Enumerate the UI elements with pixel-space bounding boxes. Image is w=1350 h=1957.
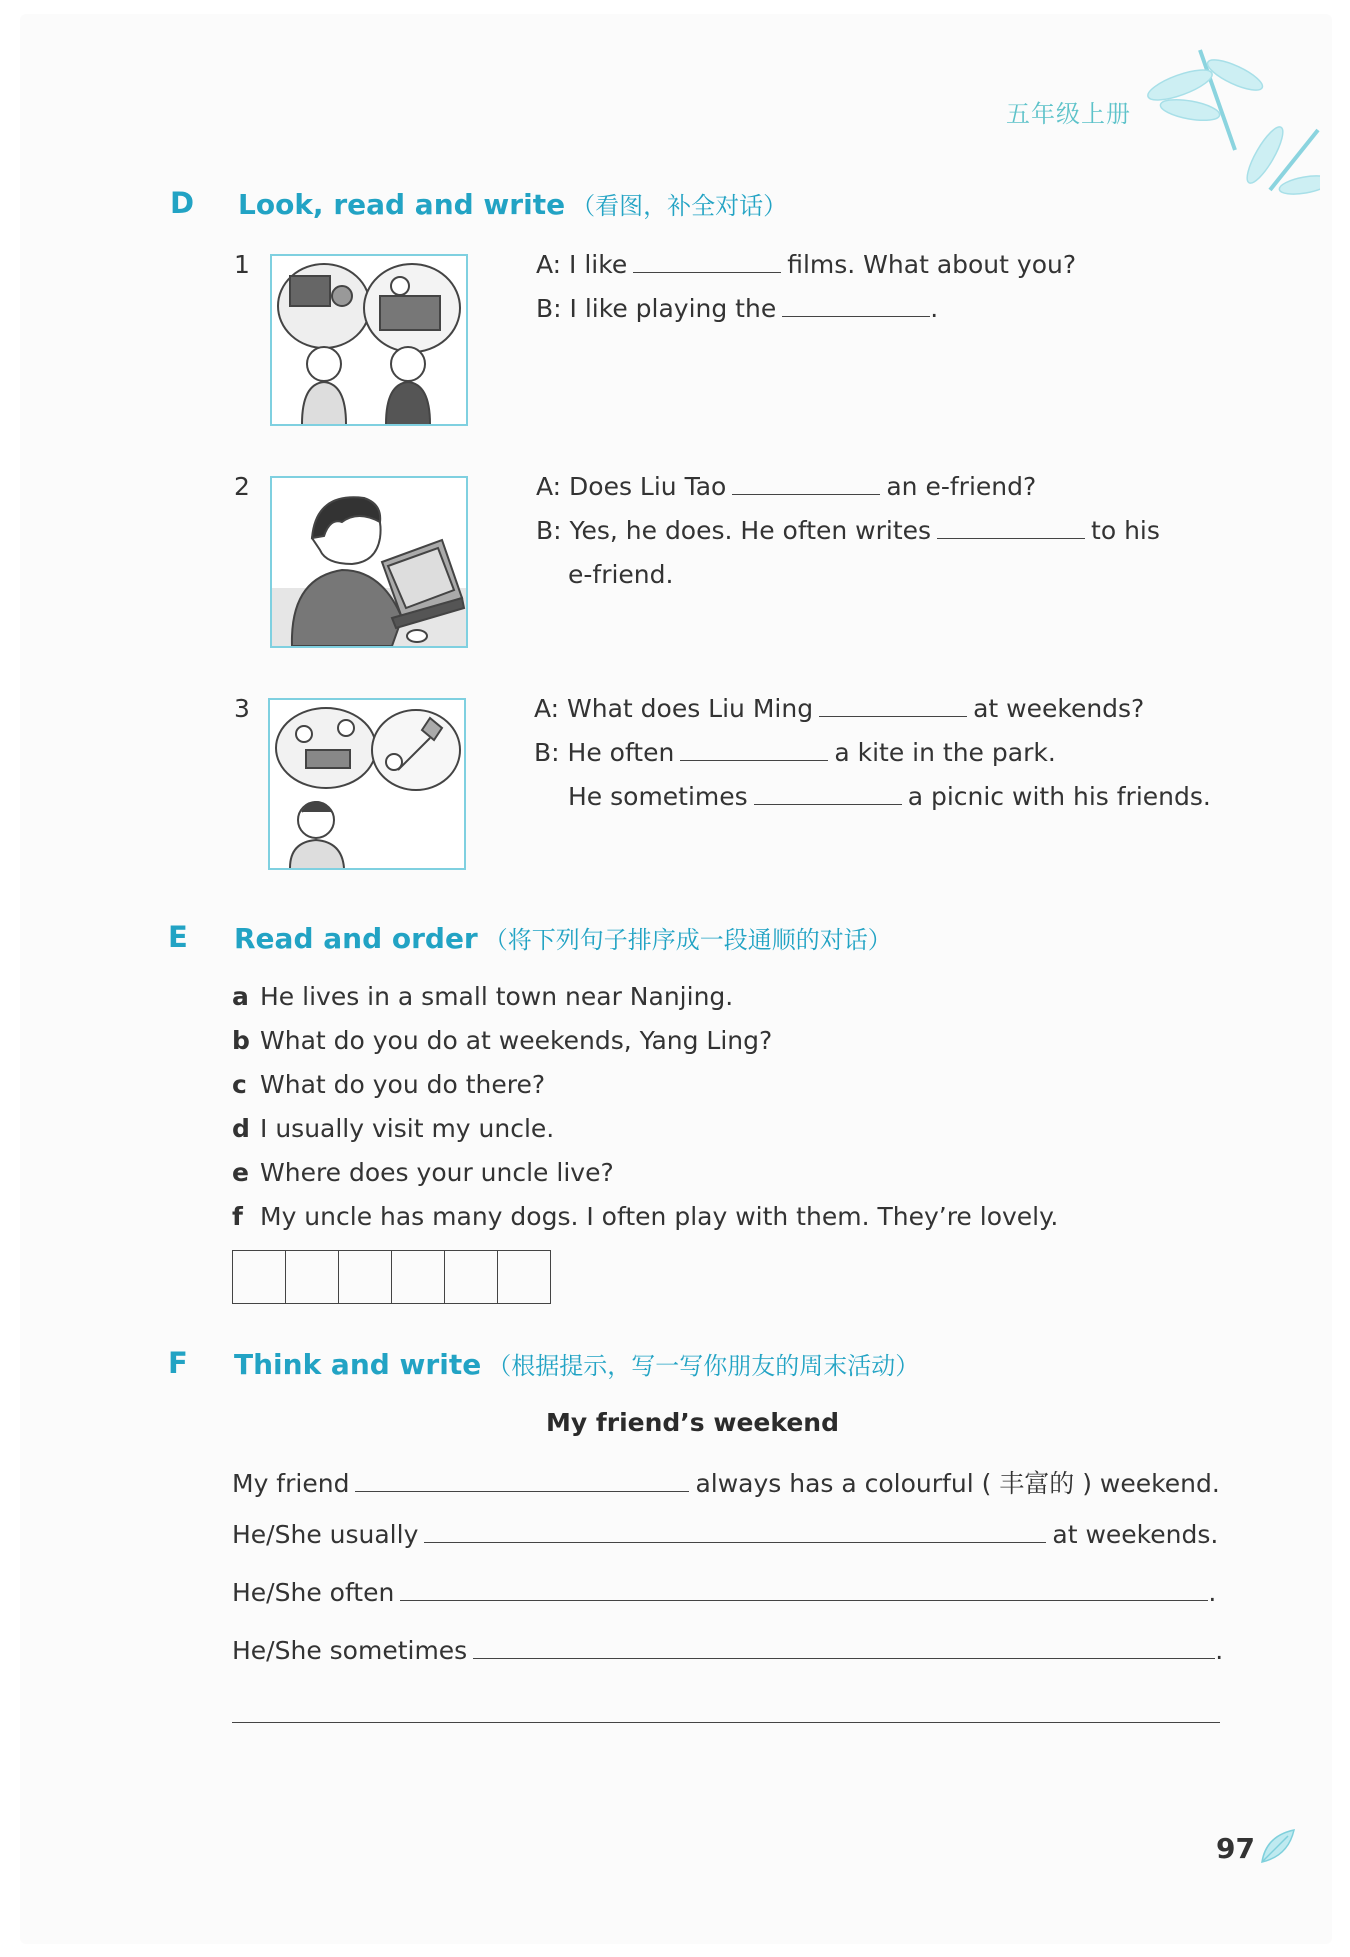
item-3-c-suffix: a picnic with his friends. [907,782,1211,811]
answer-box-5[interactable] [445,1251,498,1303]
order-item-text: What do you do there? [260,1070,546,1099]
answer-box-2[interactable] [286,1251,339,1303]
order-item-f [232,1202,1058,1231]
item-1-b-suffix: . [930,294,939,323]
writing-line-1 [232,1464,1220,1500]
writing-line-3-suffix: . [1208,1578,1217,1607]
item-2-line-b-continued: e-friend. [568,560,674,589]
order-item-key: f [232,1202,243,1231]
item-3-a-prefix: A: What does Liu Ming [534,694,814,723]
friend-name-blank[interactable] [355,1469,689,1492]
item-3-b-suffix: a kite in the park. [834,738,1056,767]
item-3-picture [268,698,466,870]
order-item-d [232,1114,554,1143]
item-3-a-suffix: at weekends? [973,694,1145,723]
order-item-text: My uncle has many dogs. I often play with them. They’re lovely. [260,1202,1059,1231]
boy-thinking-picnic-kite-image [270,700,464,868]
order-item-text: What do you do at weekends, Yang Ling? [260,1026,773,1055]
item-1-picture [270,254,468,426]
leaf-decoration-icon [1258,1826,1298,1866]
writing-line-4-prefix: He/She sometimes [232,1636,468,1665]
dragonfly-decoration-icon [1140,40,1320,220]
writing-line-2-suffix: at weekends. [1052,1520,1219,1549]
writing-line-3 [232,1578,1216,1607]
section-f-subtitle: （根据提示，写一写你朋友的周末活动） [487,1352,920,1380]
order-item-key: c [232,1070,247,1099]
item-3-blank-b[interactable] [680,738,828,761]
often-blank[interactable] [400,1578,1208,1601]
order-item-b [232,1026,772,1055]
section-f-letter: F [168,1346,188,1380]
writing-line-1-suffix: always has a colourful ( 丰富的 ) weekend. [695,1469,1220,1498]
item-1-a-prefix: A: I like [536,250,628,279]
answer-box-4[interactable] [392,1251,445,1303]
order-item-key: e [232,1158,249,1187]
answer-box-3[interactable] [339,1251,392,1303]
item-1-blank-b[interactable] [782,294,930,317]
item-3-c-prefix: He sometimes [568,782,748,811]
boys-thinking-films-piano-image [272,256,466,424]
section-f-title-text: Think and write [234,1348,482,1381]
item-2-picture [270,476,468,648]
section-e-title [234,920,892,955]
item-2-a-prefix: A: Does Liu Tao [536,472,727,501]
answer-box-1[interactable] [233,1251,286,1303]
section-e-title-text: Read and order [234,922,478,955]
item-2-b-suffix: to his [1091,516,1160,545]
item-3-b-prefix: B: He often [534,738,675,767]
order-item-text: He lives in a small town near Nanjing. [260,982,734,1011]
writing-line-4-suffix: . [1215,1636,1224,1665]
order-item-text: Where does your uncle live? [260,1158,614,1187]
writing-line-4 [232,1636,1223,1665]
item-1-line-a [536,250,1076,279]
section-e-subtitle: （将下列句子排序成一段通顺的对话） [483,926,892,954]
sometimes-blank[interactable] [473,1636,1215,1659]
writing-heading: My friend’s weekend [546,1408,839,1437]
item-2-line-a [536,472,1036,501]
section-d-title-text: Look, read and write [238,188,566,221]
order-item-key: b [232,1026,250,1055]
item-3-number: 3 [234,694,250,723]
order-item-e [232,1158,614,1187]
section-d-subtitle: （看图，补全对话） [571,192,788,220]
order-item-key: d [232,1114,250,1143]
item-3-line-a [534,694,1144,723]
item-2-blank-a[interactable] [732,472,880,495]
item-3-blank-c[interactable] [754,782,902,805]
item-2-line-b [536,516,1160,545]
item-1-number: 1 [234,250,250,279]
item-2-b-prefix: B: Yes, he does. He often writes [536,516,932,545]
item-2-number: 2 [234,472,250,501]
boy-using-computer-image [272,478,466,646]
item-3-line-b [534,738,1056,767]
writing-line-2 [232,1520,1218,1549]
page-number: 97 [1216,1832,1255,1865]
section-e-letter: E [168,920,188,954]
section-d-title [238,186,787,221]
item-3-line-c [568,782,1211,811]
item-1-a-suffix: films. What about you? [787,250,1077,279]
item-3-blank-a[interactable] [819,694,967,717]
item-1-blank-a[interactable] [633,250,781,273]
order-answer-boxes [232,1250,551,1304]
item-1-b-prefix: B: I like playing the [536,294,777,323]
answer-box-6[interactable] [498,1251,550,1303]
item-2-a-suffix: an e-friend? [886,472,1037,501]
order-item-c [232,1070,545,1099]
order-item-key: a [232,982,249,1011]
order-item-a [232,982,733,1011]
section-d-letter: D [170,186,195,220]
grade-label: 五年级上册 [1006,100,1131,128]
extra-writing-line[interactable] [232,1722,1220,1723]
writing-line-1-prefix: My friend [232,1469,350,1498]
order-item-text: I usually visit my uncle. [260,1114,555,1143]
usually-blank[interactable] [424,1520,1046,1543]
writing-line-2-prefix: He/She usually [232,1520,419,1549]
item-2-blank-b[interactable] [937,516,1085,539]
item-1-line-b [536,294,938,323]
writing-line-3-prefix: He/She often [232,1578,395,1607]
section-f-title [234,1346,919,1381]
